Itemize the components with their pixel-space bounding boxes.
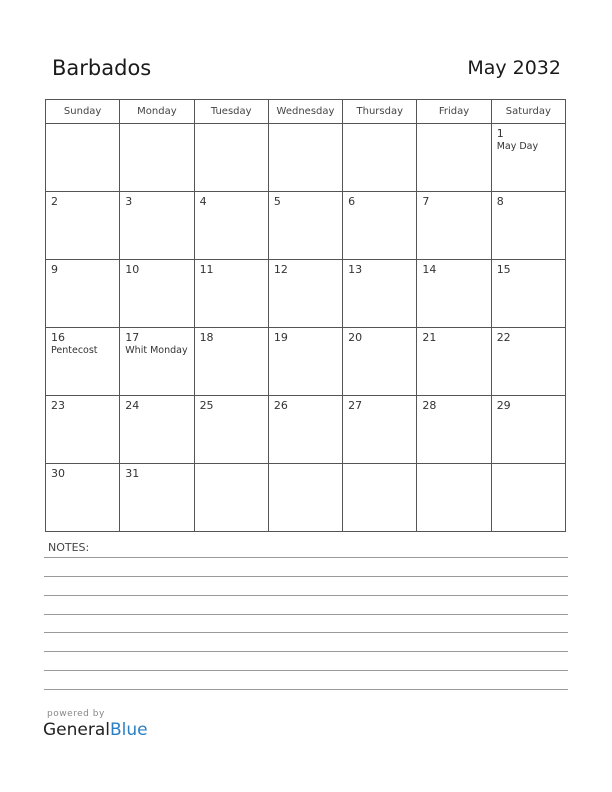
day-number: 26 [273,399,288,412]
day-number: 7 [422,195,430,208]
day-cell [268,328,342,396]
day-cell [194,124,268,192]
day-cell [417,124,491,192]
day-cell [343,124,417,192]
holiday-label: Pentecost [51,345,98,356]
powered-by-text: powered by [47,709,105,719]
day-number: 29 [496,399,511,412]
week-row [46,124,566,192]
day-cell [417,464,491,532]
day-cell [343,260,417,328]
brand-blue-text: Blue [110,720,148,740]
day-number: 23 [51,399,65,412]
weekday-friday: Friday [417,100,491,124]
day-cell [491,260,565,328]
day-cell [268,192,342,260]
day-number: 25 [199,399,214,412]
week-row [46,260,566,328]
day-number: 30 [51,467,65,480]
day-number: 16 [51,331,65,344]
day-cell [417,192,491,260]
day-number: 8 [496,195,504,208]
day-cell [417,260,491,328]
note-line [44,595,568,596]
day-cell [46,396,120,464]
day-cell [343,396,417,464]
note-line [44,670,568,671]
day-cell [491,192,565,260]
day-cell [46,124,120,192]
day-number: 15 [496,263,511,276]
day-number: 24 [125,399,140,412]
weekday-header-row [46,100,566,124]
day-cell [417,328,491,396]
day-number: 14 [422,263,437,276]
calendar-grid [45,99,566,532]
day-number: 18 [199,331,214,344]
day-number: 22 [496,331,511,344]
day-cell [491,124,565,192]
day-number: 28 [422,399,437,412]
day-cell [120,192,194,260]
day-cell [491,396,565,464]
note-line [44,632,568,633]
brand-general-text: General [43,720,110,740]
weekday-monday: Monday [120,100,194,124]
day-number: 19 [273,331,288,344]
day-cell [268,260,342,328]
note-line [44,651,568,652]
weekday-saturday: Saturday [491,100,565,124]
day-number: 4 [199,195,207,208]
note-line [44,614,568,615]
day-number: 13 [348,263,363,276]
day-number: 2 [51,195,58,208]
day-cell [46,464,120,532]
weekday-sunday: Sunday [46,100,120,124]
day-cell [268,124,342,192]
note-line [44,576,568,577]
note-line [44,557,568,558]
day-cell [194,260,268,328]
day-cell [46,328,120,396]
weekday-tuesday: Tuesday [194,100,268,124]
day-number: 1 [496,127,504,140]
generalblue-logo [43,720,148,740]
day-cell [491,464,565,532]
week-row [46,396,566,464]
day-cell [46,192,120,260]
day-cell [194,192,268,260]
day-number: 17 [125,331,140,344]
day-cell [343,192,417,260]
day-cell [491,328,565,396]
day-cell [120,328,194,396]
day-cell [343,328,417,396]
holiday-label: Whit Monday [125,345,188,356]
day-cell [120,396,194,464]
day-cell [194,328,268,396]
country-title: Barbados [52,56,152,80]
holiday-label: May Day [496,141,539,152]
day-cell [120,260,194,328]
day-cell [417,396,491,464]
day-cell [343,464,417,532]
day-number: 9 [51,263,58,276]
day-number: 27 [348,399,363,412]
week-row [46,464,566,532]
day-number: 11 [199,263,214,276]
day-number: 5 [273,195,281,208]
day-cell [194,464,268,532]
day-number: 12 [273,263,288,276]
month-year-title: May 2032 [467,57,561,79]
day-cell [46,260,120,328]
day-number: 20 [348,331,363,344]
day-cell [268,396,342,464]
week-row [46,328,566,396]
day-number: 10 [125,263,140,276]
day-cell [268,464,342,532]
day-number: 31 [125,467,140,480]
day-cell [120,464,194,532]
day-number: 3 [125,195,133,208]
day-cell [194,396,268,464]
day-cell [120,124,194,192]
weekday-wednesday: Wednesday [268,100,342,124]
week-row [46,192,566,260]
weekday-thursday: Thursday [343,100,417,124]
notes-label: NOTES: [48,541,90,554]
day-number: 21 [422,331,437,344]
note-line [44,689,568,690]
day-number: 6 [348,195,356,208]
